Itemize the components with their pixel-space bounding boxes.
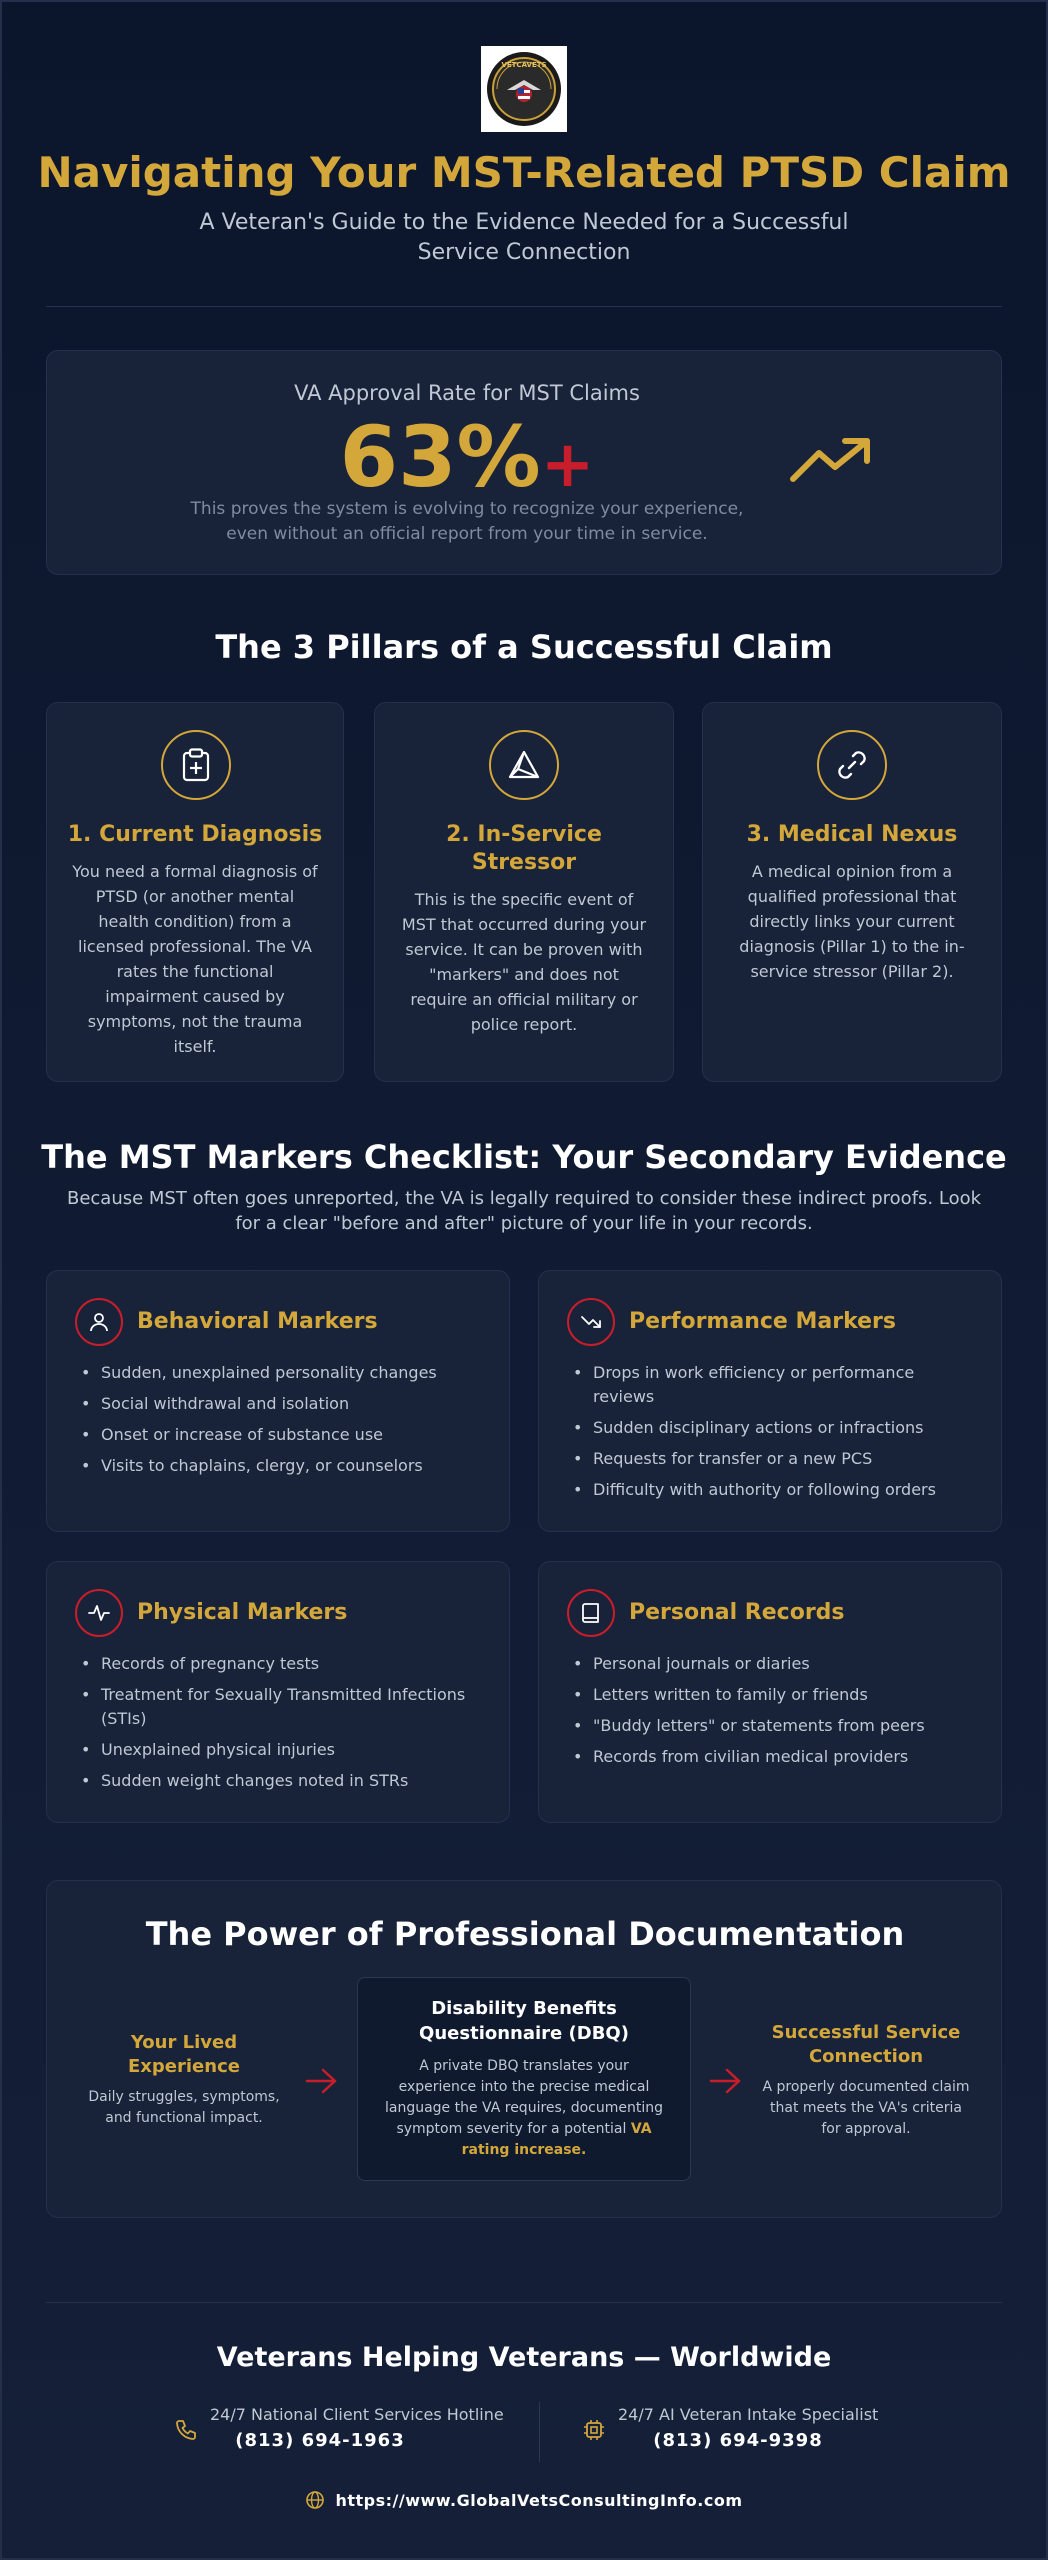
markers-subtitle: Because MST often goes unreported, the VA is legally required to consider these indirect proofs. Look for a clear "before and after" picture of your life in your records.: [66, 1188, 982, 1234]
pillar-title: 3. Medical Nexus: [746, 822, 958, 847]
flow-step-lived-experience: [83, 2031, 285, 2129]
marker-group-title: Physical Markers: [137, 1600, 348, 1625]
dbq-highlight: VA rating increase.: [461, 2121, 652, 2158]
list-item: • Records from civilian medical providers: [573, 1745, 971, 1769]
marker-group-title: Personal Records: [629, 1600, 845, 1625]
list-item: • "Buddy letters" or statements from peers: [573, 1714, 971, 1738]
pillar-title: 1. Current Diagnosis: [67, 822, 323, 847]
pillar-card-diagnosis: [46, 702, 344, 1082]
contact-number[interactable]: (813) 694-9398: [653, 2430, 823, 2451]
phone-icon: [174, 2418, 198, 2442]
globe-icon: [305, 2490, 325, 2510]
activity-pulse-icon: [75, 1589, 123, 1637]
trending-down-icon: [567, 1298, 615, 1346]
marker-group-title: Behavioral Markers: [137, 1309, 378, 1334]
list-item: • Difficulty with authority or following orders: [573, 1478, 971, 1502]
marker-list: [573, 1652, 971, 1776]
pillar-text: This is the specific event of MST that occurred during your service. It can be proven with "markers" and does not require an official military or police report.: [401, 890, 647, 1034]
divider: [46, 306, 1002, 307]
marker-card-physical: [46, 1561, 510, 1823]
documentation-card: [46, 1880, 1002, 2218]
list-item: • Social withdrawal and isolation: [81, 1392, 479, 1416]
cpu-chip-icon: [582, 2418, 606, 2442]
flow-step-text: Daily struggles, symptoms, and functional impact.: [88, 2089, 280, 2126]
pillars-title: The 3 Pillars of a Successful Claim: [215, 628, 833, 666]
clipboard-plus-icon: [161, 730, 231, 800]
list-item: • Onset or increase of substance use: [81, 1423, 479, 1447]
list-item: • Visits to chaplains, clergy, or counselors: [81, 1454, 479, 1478]
flow-step-service-connection: [759, 2021, 973, 2140]
list-item: • Records of pregnancy tests: [81, 1652, 479, 1676]
pillar-card-stressor: [374, 702, 674, 1082]
flow-step-title: Disability Benefits Questionnaire (DBQ): [419, 1998, 629, 2044]
flow-step-text: [380, 2056, 668, 2161]
list-item: • Sudden disciplinary actions or infractions: [573, 1416, 971, 1440]
marker-list: [573, 1361, 971, 1509]
list-item: • Letters written to family or friends: [573, 1683, 971, 1707]
approval-rate-number: 63%: [339, 408, 541, 506]
pillar-card-nexus: [702, 702, 1002, 1082]
pillar-title: 2. In-Service Stressor: [446, 822, 602, 875]
marker-list: [81, 1361, 479, 1485]
markers-title: The MST Markers Checklist: Your Secondary Evidence: [41, 1138, 1007, 1176]
approval-rate-card: [46, 350, 1002, 575]
contact-number[interactable]: (813) 694-1963: [235, 2430, 405, 2451]
documentation-title: The Power of Professional Documentation: [145, 1915, 905, 1953]
marker-group-title: Performance Markers: [629, 1309, 896, 1334]
page-title: Navigating Your MST-Related PTSD Claim: [37, 148, 1011, 197]
website-url[interactable]: https://www.GlobalVetsConsultingInfo.com: [335, 2491, 743, 2510]
list-item: • Unexplained physical injuries: [81, 1738, 479, 1762]
list-item: • Personal journals or diaries: [573, 1652, 971, 1676]
user-icon: [75, 1298, 123, 1346]
approval-rate-suffix: +: [540, 428, 595, 502]
list-item: • Sudden, unexplained personality changes: [81, 1361, 479, 1385]
approval-rate-note: This proves the system is evolving to recognize your experience, even without an official report from your time in service.: [190, 499, 744, 544]
pillar-text: You need a formal diagnosis of PTSD (or another mental health condition) from a licensed professional. The VA rates the functional impairment caused by symptoms, not the trauma itself.: [72, 862, 318, 1056]
trending-up-icon: [789, 435, 873, 485]
list-item: • Sudden weight changes noted in STRs: [81, 1769, 479, 1793]
dbq-text: A private DBQ translates your experience into the precise medical language the VA requires, documenting symptom severity for a potential: [384, 2058, 664, 2137]
list-item: • Treatment for Sexually Transmitted Infections (STIs): [81, 1683, 479, 1731]
triangle-shape-icon: [489, 730, 559, 800]
marker-list: [81, 1652, 479, 1800]
list-item: • Requests for transfer or a new PCS: [573, 1447, 971, 1471]
logo-text: VETCAVETS: [501, 61, 547, 69]
contact-label: 24/7 National Client Services Hotline: [210, 2405, 504, 2424]
footer-title: Veterans Helping Veterans — Worldwide: [216, 2342, 832, 2373]
website-link[interactable]: [0, 2490, 1048, 2510]
contact-divider: [539, 2402, 540, 2462]
flow-step-title: Successful Service Connection: [771, 2022, 961, 2067]
page-subtitle: A Veteran's Guide to the Evidence Needed for a Successful Service Connection: [199, 210, 849, 265]
arrow-right-icon: [305, 2067, 339, 2095]
divider: [46, 2302, 1002, 2303]
marker-card-personal: [538, 1561, 1002, 1823]
marker-card-performance: [538, 1270, 1002, 1532]
arrow-right-icon: [709, 2067, 743, 2095]
approval-rate-label: VA Approval Rate for MST Claims: [294, 381, 640, 405]
flow-step-title: Your Lived Experience: [128, 2032, 240, 2077]
flow-step-text: A properly documented claim that meets the VA's criteria for approval.: [762, 2079, 970, 2137]
book-icon: [567, 1589, 615, 1637]
link-icon: [817, 730, 887, 800]
pillar-text: A medical opinion from a qualified professional that directly links your current diagnosis (Pillar 1) to the in-service stressor (Pillar 2).: [739, 862, 965, 981]
eagle-seal-logo-icon: [485, 50, 563, 128]
flow-step-dbq: [357, 1977, 691, 2181]
contact-label: 24/7 AI Veteran Intake Specialist: [618, 2405, 879, 2424]
logo: [481, 46, 567, 132]
list-item: • Drops in work efficiency or performance reviews: [573, 1361, 971, 1409]
marker-card-behavioral: [46, 1270, 510, 1532]
